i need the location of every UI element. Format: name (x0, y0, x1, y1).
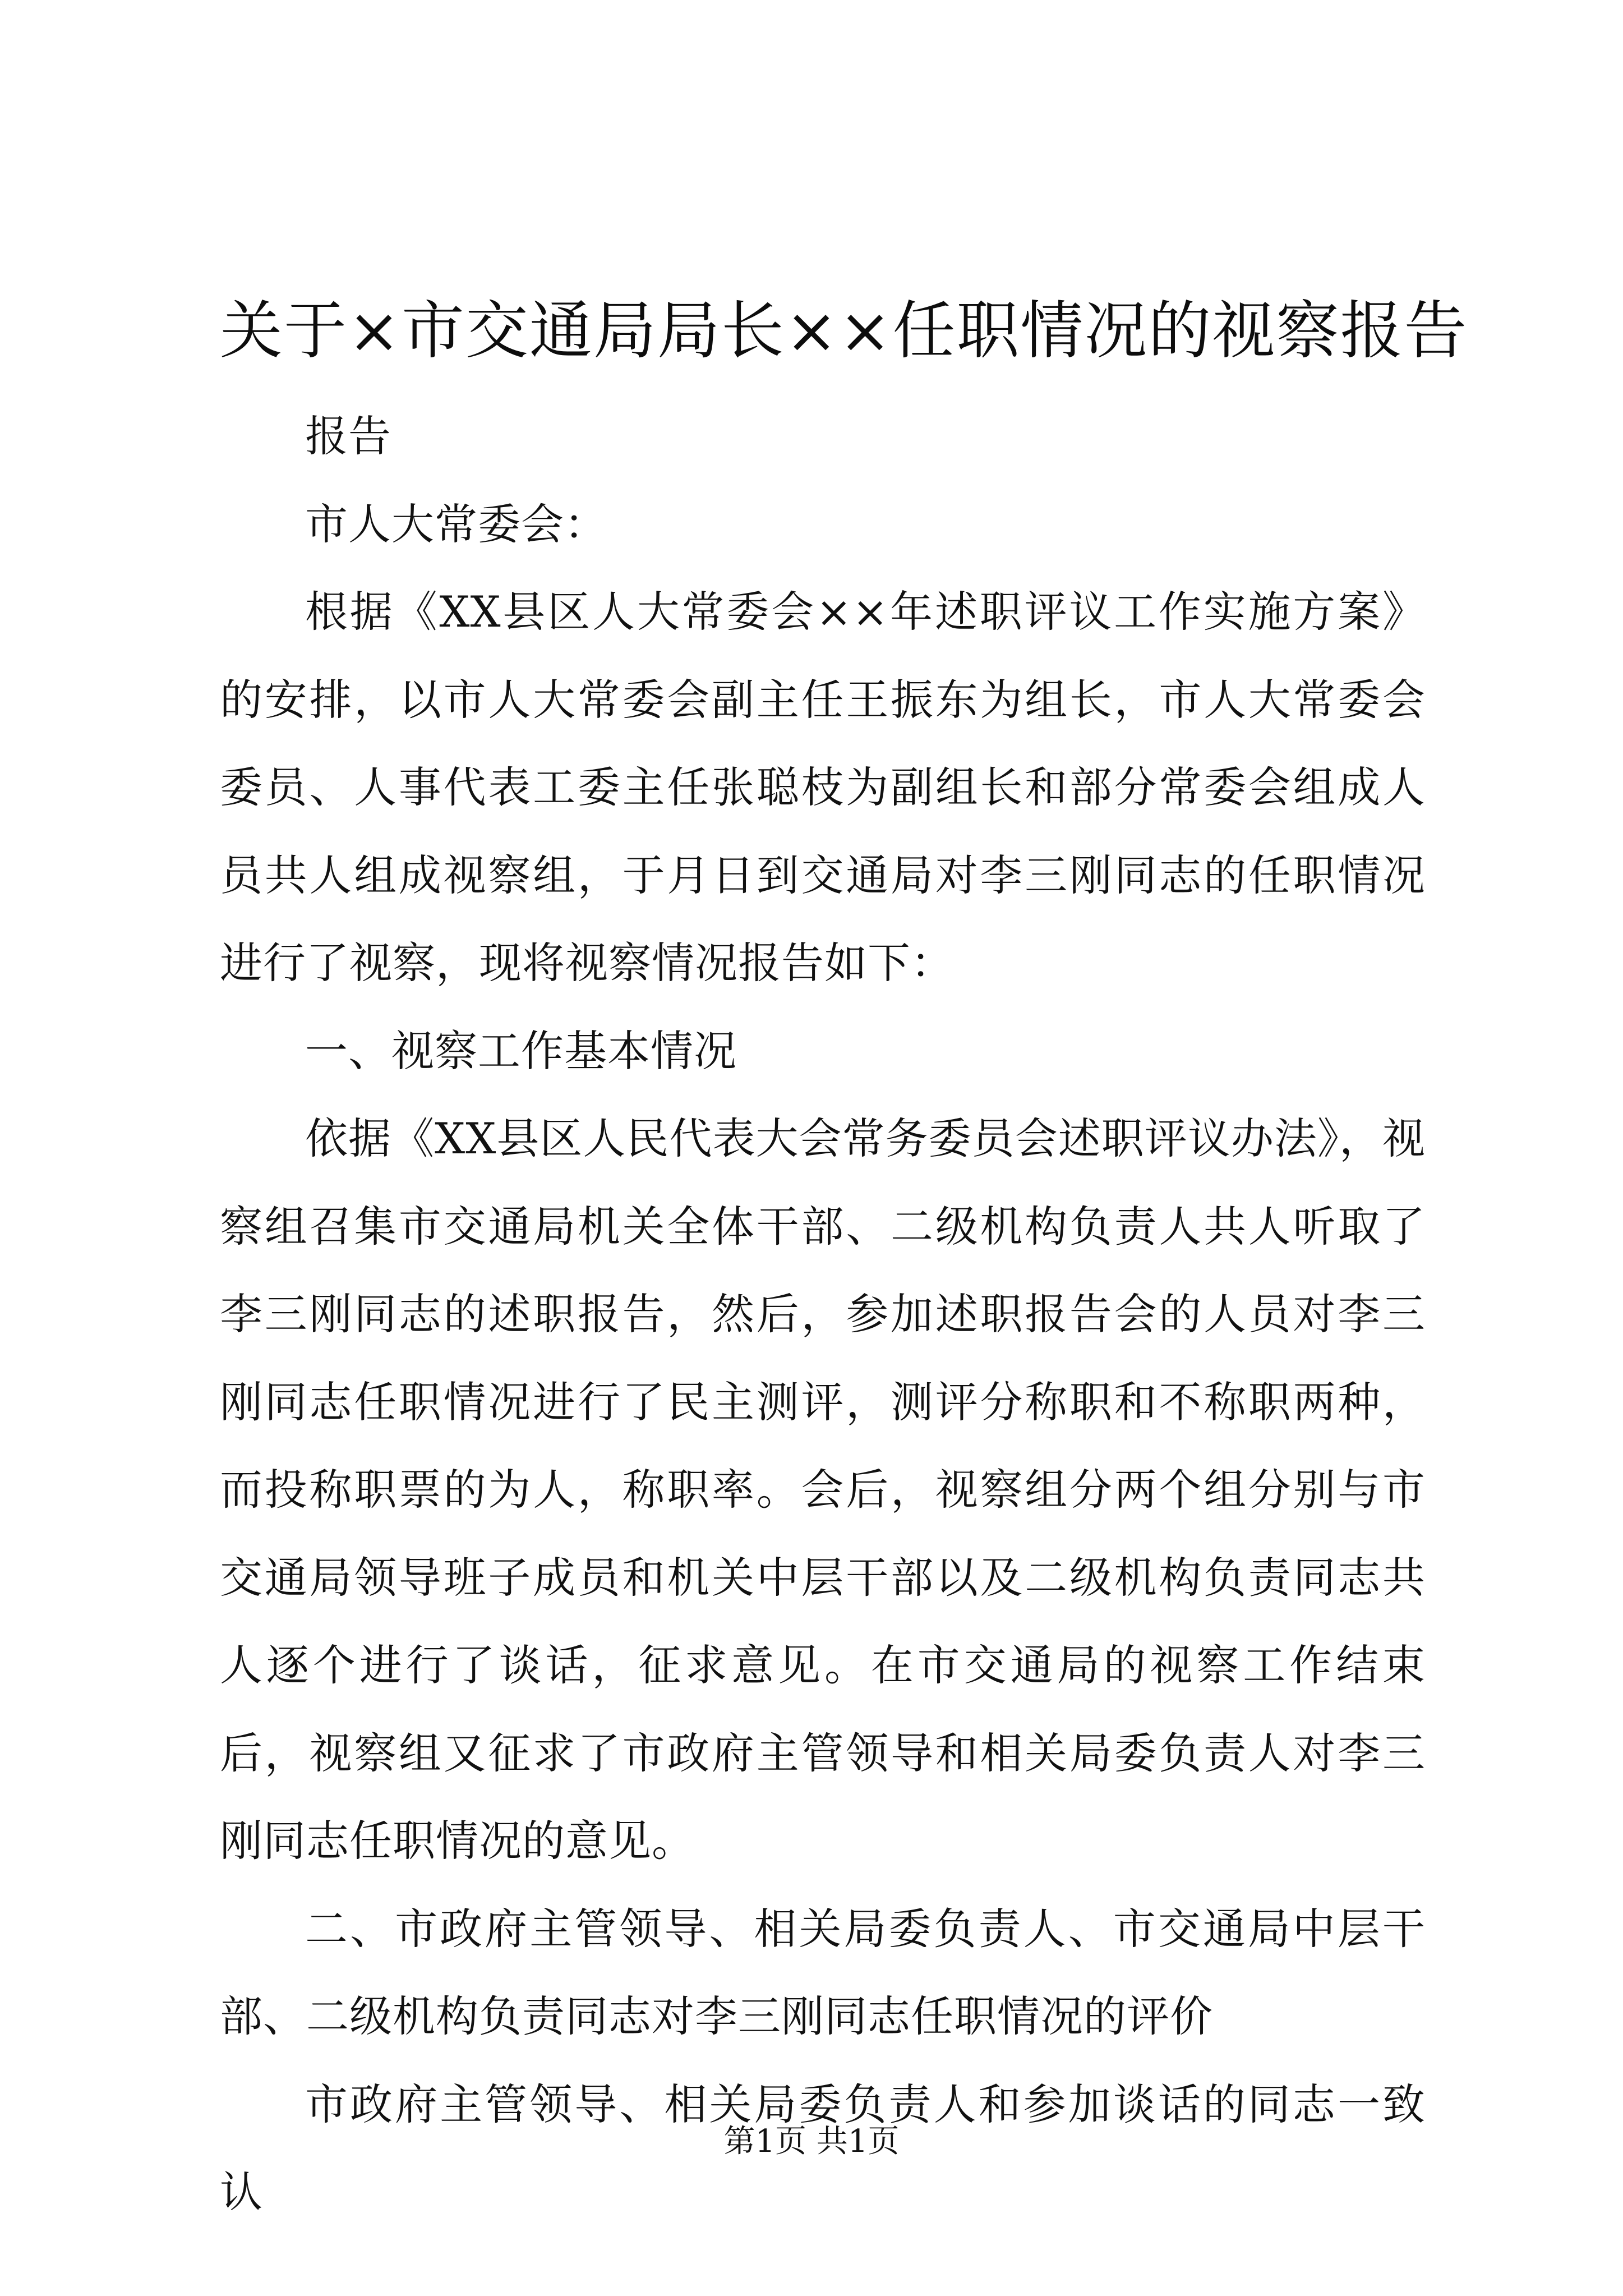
page-footer: 第1页 共1页 (723, 2123, 900, 2160)
document-title: 关于×市交通局局长××任职情况的视察报告 (220, 295, 1468, 367)
paragraph-report-label: 报告 (305, 411, 391, 461)
paragraph-section-2: 市政府主管领导、相关局委负责人和参加谈话的同志一致认 (220, 2079, 1426, 2217)
paragraph-salutation: 市人大常委会： (305, 499, 607, 549)
paragraph-intro: 根据《XX县区人大常委会××年述职评议工作实施方案》的安排，以市人大常委会副主任王振东为组长，市人大常委会委员、人事代表工委主任张聪枝为副组长和部分常委会组成人员共人组成视察组，于月日到交通局对李三刚同志的任职情况进行了视察，现将视察情况报告如下： (220, 587, 1426, 988)
document-body (220, 393, 1426, 2237)
paragraph-section-1: 依据《XX县区人民代表大会常务委员会述职评议办法》，视察组召集市交通局机关全体干部、二级机构负责人共人听取了李三刚同志的述职报告，然后，参加述职报告会的人员对李三刚同志任职情况进行了民主测评，测评分称职和不称职两种，而投称职票的为人，称职率。会后，视察组分两个组分别与市交通局领导班子成员和机关中层干部以及二级机构负责同志共人逐个进行了谈话，征求意见。在市交通局的视察工作结束后，视察组又征求了市政府主管领导和相关局委负责人对李三刚同志任职情况的意见。 (220, 1114, 1426, 1866)
section-heading-2: 二、市政府主管领导、相关局委负责人、市交通局中层干部、二级机构负责同志对李三刚同志任职情况的评价 (220, 1903, 1426, 2041)
section-heading-1: 一、视察工作基本情况 (305, 1025, 737, 1076)
